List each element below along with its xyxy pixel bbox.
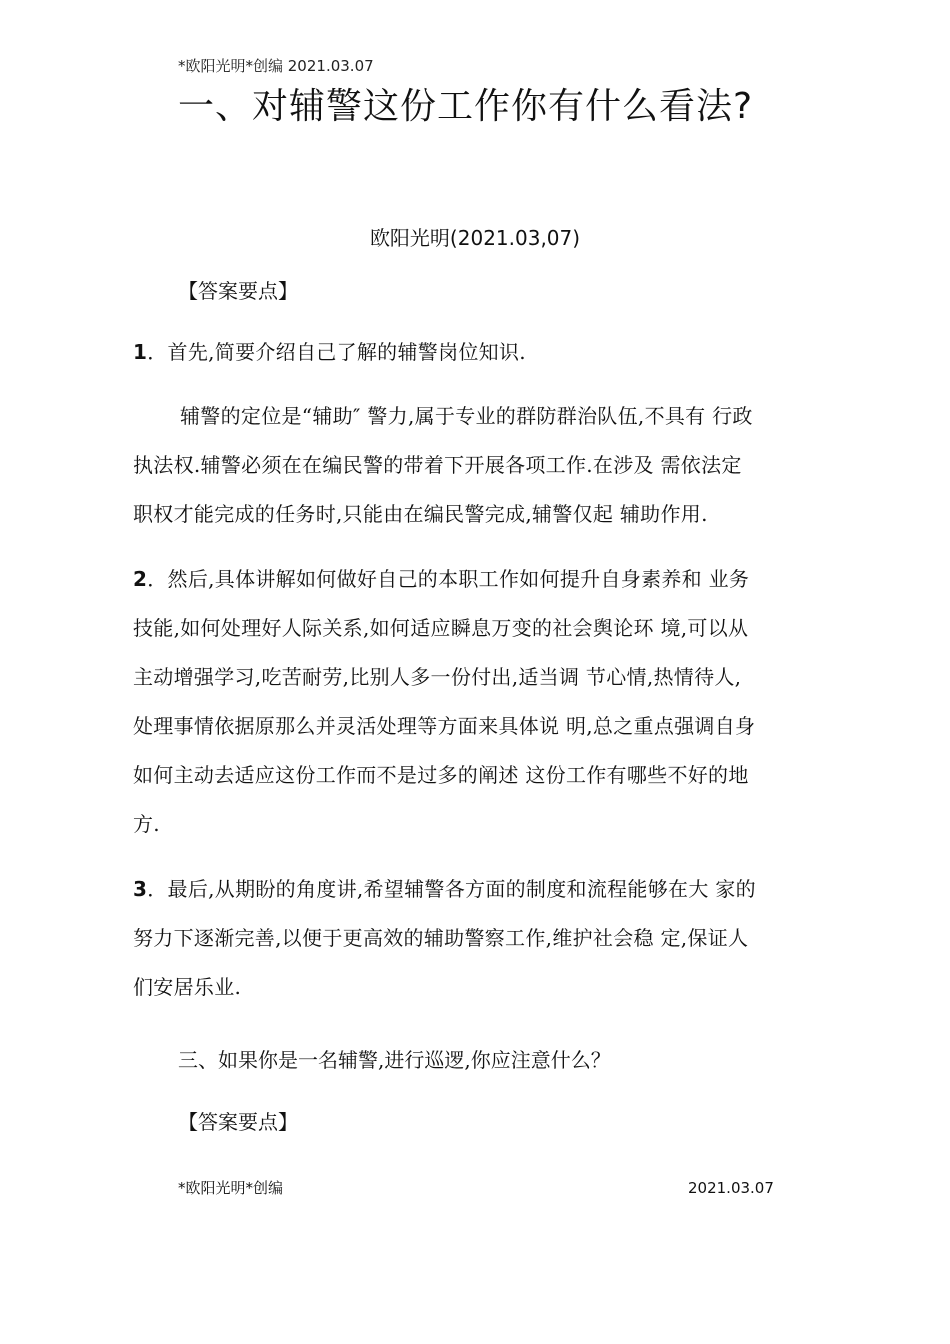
point-3 — [133, 865, 833, 1012]
question-3: 三、如果你是一名辅警,进行巡逻,你应注意什么？ — [178, 1048, 611, 1072]
author-line: 欧阳光明(2021.03,07) — [369, 226, 581, 250]
paragraph-line: 技能,如何处理好人际关系,如何适应瞬息万变的社会舆论环 境,可以从 — [133, 616, 749, 640]
point-1 — [133, 328, 833, 377]
header-note: *欧阳光明*创编 2021.03.07 — [178, 57, 374, 75]
answer-key-label: 【答案要点】 — [178, 279, 298, 303]
paragraph-line: 方. — [133, 812, 160, 836]
point-1-line — [133, 328, 833, 377]
paragraph-line — [133, 555, 833, 604]
point-3-text: ．最后,从期盼的角度讲,希望辅警各方面的制度和流程能够在大 家的 — [147, 877, 756, 901]
point-number: 2 — [133, 567, 148, 591]
paragraph-line: 执法权.辅警必须在在编民警的带着下开展各项工作.在涉及 需依法定 — [133, 453, 742, 477]
paragraph-line: 努力下逐渐完善,以便于更高效的辅助警察工作,维护社会稳 定,保证人 — [133, 926, 749, 950]
point-number: 3 — [133, 877, 148, 901]
footer-date: 2021.03.07 — [688, 1179, 774, 1197]
paragraph-line: 主动增强学习,吃苦耐劳,比别人多一份付出,适当调 节心情,热情待人, — [133, 665, 742, 689]
document-title: 一、对辅警这份工作你有什么看法? — [178, 86, 754, 127]
answer-key-label: 【答案要点】 — [178, 1110, 298, 1134]
paragraph-line — [133, 865, 833, 914]
point-2-text: ．然后,具体讲解如何做好自己的本职工作如何提升自身素养和 业务 — [147, 567, 750, 591]
paragraph-line: 如何主动去适应这份工作而不是过多的阐述 这份工作有哪些不好的地 — [133, 763, 749, 787]
footer-note: *欧阳光明*创编 — [178, 1179, 284, 1197]
point-number: 1 — [133, 340, 148, 364]
paragraph-line: 们安居乐业. — [133, 975, 242, 999]
paragraph-1 — [133, 392, 833, 539]
point-2 — [133, 555, 833, 849]
paragraph-line: 辅警的定位是“辅助″ 警力,属于专业的群防群治队伍,不具有 行政 — [180, 404, 753, 428]
paragraph-line: 职权才能完成的任务时,只能由在编民警完成,辅警仅起 辅助作用. — [133, 502, 708, 526]
paragraph-line: 处理事情依据原那么并灵活处理等方面来具体说 明,总之重点强调自身 — [133, 714, 756, 738]
point-1-text: ．首先,简要介绍自己了解的辅警岗位知识. — [147, 340, 526, 364]
